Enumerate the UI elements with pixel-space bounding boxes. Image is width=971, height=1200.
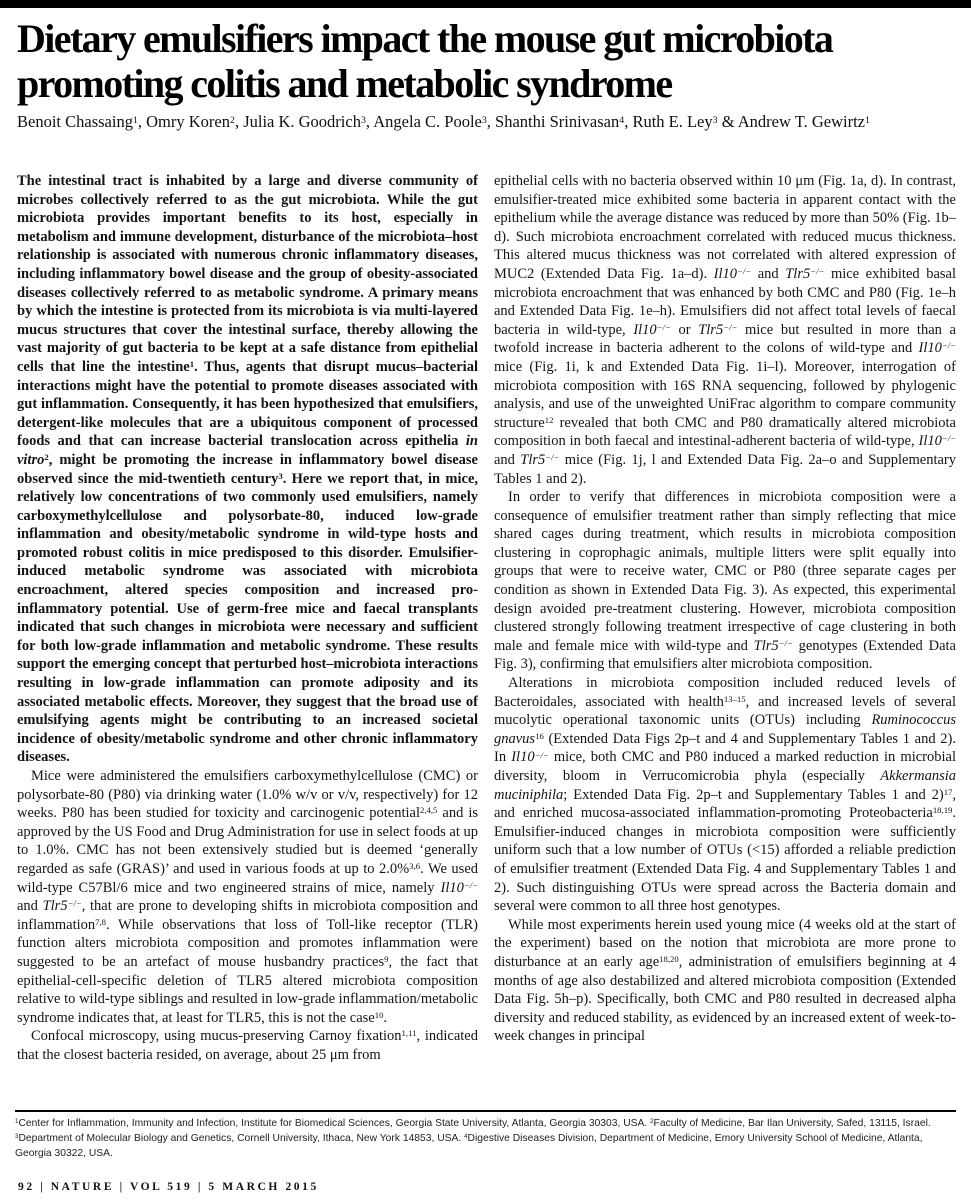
footnote-divider <box>15 1110 956 1112</box>
body-paragraph: Alterations in microbiota composition included reduced levels of Bacteroidales, associated with health$^{13-15}$, and increased levels of several mucolytic operational taxonomic units (OTUs) including Ruminococcus gnavus$^{16}$ (Extended Data Figs 2p–t and 4 and Supplementary Tables 1 and 2). In Il10−/− mice, both CMC and P80 induced a marked reduction in microbial diversity, bloom in Verrucomicrobia phyla (especially Akkermansia muciniphila; Extended Data Fig. 2p–t and Supplementary Tables 1 and 2)$^{17}$, and enriched mucosa-associated inflammation-promoting Proteobacteria$^{18,19}$. Emulsifier-induced changes in microbiota composition were sufficiently uniform such that a low number of OTUs (<15) afforded a reliable prediction of emulsifier treatment (Extended Data Fig. 4 and Supplementary Tables 1 and 2). Such distinguishing OTUs were spread across the Bacteria domain and several were common to all three host genotypes. <box>494 675 956 915</box>
body-paragraph: epithelial cells with no bacteria observed within 10 μm (Fig. 1a, d). In contrast, emulsifier-treated mice exhibited some bacteria in apparent contact with the epithelium while the average distance was reduced by more than 50% (Fig. 1b–d). Such microbiota encroachment correlated with reduced mucus thickness. This altered mucus thickness was not correlated with altered expression of MUC2 (Extended Data Fig. 1a–d). Il10−/− and Tlr5−/− mice exhibited basal microbiota encroachment that was enhanced by both CMC and P80 (Fig. 1e–h and Extended Data Fig. 1e–h). Emulsifiers did not affect total levels of faecal bacteria in wild-type, Il10−/− or Tlr5−/− mice but resulted in more than a twofold increase in bacteria adherent to the colons of wild-type and Il10−/− mice (Fig. 1i, k and Extended Data Fig. 1i–l). Moreover, interrogation of microbiota composition with 16S RNA sequencing, followed by phylogenic analysis, and use of the unweighted UniFrac algorithm to compare community structure$^{12}$ revealed that both CMC and P80 dramatically altered microbiota composition in both faecal and intestinal-adherent bacteria of wild-type, Il10−/− and Tlr5−/− mice (Fig. 1j, l and Extended Data Fig. 2a–o and Supplementary Tables 1 and 2). <box>494 173 956 487</box>
authors-line: Benoit Chassaing$^1$, Omry Koren$^2$, Julia K. Goodrich$^3$, Angela C. Poole$^3$, Shanthi Srinivasan$^4$, Ruth E. Ley$^3$ & Andrew T. Gewirtz$^1$ <box>17 112 870 131</box>
body-paragraph: While most experiments herein used young mice (4 weeks old at the start of the experiment) based on the notion that microbiota are more prone to disturbance at an early age$^{18,20}$, administration of emulsifiers beginning at 4 months of age also destabilized and altered microbiota composition (Extended Data Fig. 5h–p). Specifically, both CMC and P80 resulted in decreased alpha diversity and reduced stability, as evidenced by an increased extent of week-to-week changes in principal <box>494 916 956 1045</box>
abstract-paragraph: The intestinal tract is inhabited by a large and diverse community of microbes collectively referred to as the gut microbiota. While the gut microbiota provides important benefits to its host, especially in metabolism and immune development, disturbance of the microbiota–host relationship is associated with numerous chronic inflammatory diseases, including inflammatory bowel disease and the group of obesity-associated diseases collectively referred to as metabolic syndrome. A primary means by which the intestine is protected from its microbiota is via multi-layered mucus structures that cover the intestinal surface, thereby allowing the vast majority of gut bacteria to be kept at a safe distance from epithelial cells that line the intestine$^1$. Thus, agents that disrupt mucus–bacterial interactions might have the potential to promote diseases associated with gut inflammation. Consequently, it has been hypothesized that emulsifiers, detergent-like molecules that are a ubiquitous component of processed foods and that can increase bacterial translocation across epithelia in vitro$^2$, might be promoting the increase in inflammatory bowel disease observed since the mid-twentieth century$^3$. Here we report that, in mice, relatively low concentrations of two commonly used emulsifiers, namely carboxymethylcellulose and polysorbate-80, induced low-grade inflammation and obesity/metabolic syndrome in wild-type hosts and promoted robust colitis in mice predisposed to this disorder. Emulsifier-induced metabolic syndrome was associated with microbiota encroachment, altered species composition and increased pro-inflammatory potential. Use of germ-free mice and faecal transplants indicated that such changes in microbiota were necessary and sufficient for both low-grade inflammation and metabolic syndrome. These results support the emerging concept that perturbed host–microbiota interactions resulting in low-grade inflammation can promote adiposity and its associated metabolic effects. Moreover, they suggest that the broad use of emulsifying agents might be contributing to an increased societal incidence of obesity/metabolic syndrome and other chronic inflammatory diseases. <box>17 173 478 766</box>
affiliations-footnote: $^1$Center for Inflammation, Immunity and Infection, Institute for Biomedical Sciences, Georgia State University, Atlanta, Georgia 30303, USA. $^2$Faculty of Medicine, Bar Ilan University, Safed, 13115, Israel. $^3$Department of Molecular Biology and Genetics, Cornell University, Ithaca, New York 14853, USA. $^4$Digestive Diseases Division, Department of Medicine, Emory University School of Medicine, Atlanta, Georgia 30322, USA. <box>15 1118 931 1159</box>
column-right <box>494 172 956 1108</box>
body-paragraph: In order to verify that differences in microbiota composition were a consequence of emulsifier treatment rather than simply reflecting that mice shared cages during treatment, which results in microbiota composition clustering in coprophagic animals, multiple litters were split equally into groups that were to receive water, CMC or P80 (three separate cages per condition as shown in Extended Data Fig. 3). As expected, this experimental design avoided pre-treatment clustering. However, microbiota composition clustered strongly following treatment irrespective of cage clustering in both male and female mice with wild-type and Tlr5−/− genotypes (Extended Data Fig. 3), confirming that emulsifiers alter microbiota composition. <box>494 489 956 673</box>
article-title-line1: Dietary emulsifiers impact the mouse gut microbiota <box>17 16 833 61</box>
page-footer: 92 | NATURE | VOL 519 | 5 MARCH 2015 <box>18 1181 319 1193</box>
body-paragraph: Confocal microscopy, using mucus-preserving Carnoy fixation$^{1,11}$, indicated that the closest bacteria resided, on average, about 25 μm from <box>17 1028 478 1063</box>
top-edge-bar <box>0 0 971 8</box>
body-paragraph: Mice were administered the emulsifiers carboxymethylcellulose (CMC) or polysorbate-80 (P80) via drinking water (1.0% w/v or v/v, respectively) for 12 weeks. P80 has been studied for toxicity and carcinogenic potential$^{2,4,5}$ and is approved by the US Food and Drug Administration for use in select foods at up to 1.0%. CMC has not been extensively studied but is deemed ‘generally regarded as safe (GRAS)’ and used in various foods at up to 2.0%$^{3,6}$. We used wild-type C57Bl/6 mice and two engineered strains of mice, namely Il10−/− and Tlr5−/−, that are prone to developing shifts in microbiota composition and inflammation$^{7,8}$. While observations that loss of Toll-like receptor (TLR) function alters microbiota composition and promotes inflammation were suggested to be an artefact of mouse husbandry practices$^9$, the fact that epithelial-cell-specific deletion of TLR5 altered microbiota composition relative to wild-type siblings and resulted in low-grade inflammation/metabolic syndrome indicates that, at least for TLR5, this is not the case$^{10}$. <box>17 768 478 1026</box>
article-title-line2: promoting colitis and metabolic syndrome <box>17 61 672 106</box>
column-left <box>17 172 478 1108</box>
article-title <box>17 16 965 106</box>
